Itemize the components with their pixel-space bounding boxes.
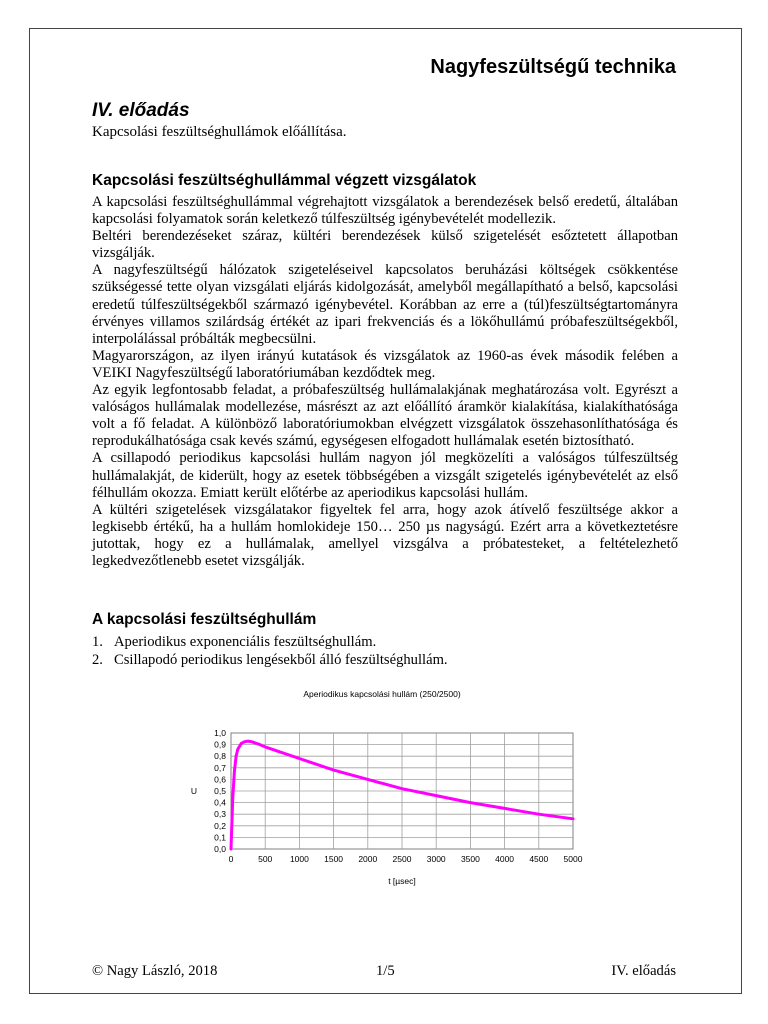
list-item <box>92 651 678 669</box>
list-item-number: 2. <box>92 652 103 668</box>
x-tick-label: 3500 <box>460 854 480 864</box>
section1-body <box>92 194 678 570</box>
list-item-text: Csillapodó periodikus lengésekből álló feszültséghullám. <box>114 652 448 668</box>
page-header-title: Nagyfeszültségű technika <box>430 56 676 78</box>
x-tick-label: 0 <box>228 854 234 864</box>
y-tick-label: 0,2 <box>214 820 226 831</box>
waveform-chart <box>180 684 600 894</box>
x-tick-label: 2500 <box>392 854 412 864</box>
footer-lecture: IV. előadás <box>611 963 676 979</box>
paragraph: Az egyik legfontosabb feladat, a próbafeszültség hullámalakjának meghatározása volt. Egyrészt a valóságos hullámalak modellezése, másrészt az azt előállító áramkör kialakítása, kialakíthatósága volt a fő feladat. A különböző laboratóriumokban elvégzett vizsgálatok összehasonlíthatósága és reprodukálhatósága csak kevés számú, egységesen elfogadott hullámalak esetén biztosítható. <box>92 382 678 450</box>
y-tick-label: 0,3 <box>214 809 226 820</box>
y-axis-label: U <box>190 786 198 796</box>
x-tick-label: 2000 <box>358 854 378 864</box>
x-tick-label: 4000 <box>495 854 515 864</box>
x-tick-label: 1500 <box>324 854 344 864</box>
paragraph: A csillapodó periodikus kapcsolási hullám nagyon jól megközelíti a valóságos túlfeszültség hullámalakját, de kiderült, hogy az esetek többségében a vizsgált szigetelés igénybevételét az első félhullám okozza. Emiatt került előtérbe az aperiodikus kapcsolási hullám. <box>92 450 678 501</box>
y-tick-label: 0,0 <box>214 844 226 854</box>
x-tick-label: 1000 <box>289 854 309 864</box>
chart-title: Aperiodikus kapcsolási hullám (250/2500) <box>303 689 461 699</box>
x-axis-label: t [µsec] <box>388 876 416 886</box>
y-tick-label: 0,9 <box>214 739 226 750</box>
paragraph: Beltéri berendezéseket száraz, kültéri berendezések külső szigetelését esőztetett állapotban vizsgálják. <box>92 228 678 262</box>
y-tick-label: 0,8 <box>214 751 226 762</box>
y-tick-label: 0,1 <box>214 832 226 843</box>
x-tick-label: 3000 <box>426 854 446 864</box>
paragraph: A nagyfeszültségű hálózatok szigeteléseivel kapcsolatos beruházási költségek csökkentése szükségessé tette olyan vizsgálati eljárás kidolgozását, amelyből megállapítható a belső, kapcsolási eredetű túlfeszültségekből származó igénybevétel. Korábban az erre a (túl)feszültségtartományra érvényes villamos szilárdság értékét az ipari frekvenciás és a lökőhullámú próbafeszültségekből, interpolálással próbálták megbecsülni. <box>92 262 678 347</box>
list-item-number: 1. <box>92 634 103 650</box>
paragraph: A kapcsolási feszültséghullámmal végrehajtott vizsgálatok a berendezések belső eredetű, általában kapcsolási folyamatok során keletkező túlfeszültség igénybevételét modellezik. <box>92 194 678 228</box>
list-item <box>92 633 678 651</box>
x-tick-label: 4500 <box>529 854 549 864</box>
y-tick-label: 0,6 <box>214 774 226 785</box>
section1-heading: Kapcsolási feszültséghullámmal végzett vizsgálatok <box>92 172 477 189</box>
x-tick-label: 5000 <box>563 854 583 864</box>
y-tick-label: 0,7 <box>214 762 226 773</box>
lecture-subtitle: Kapcsolási feszültséghullámok előállítása. <box>92 124 347 140</box>
section2-heading: A kapcsolási feszültséghullám <box>92 611 317 628</box>
footer-page-number: 1/5 <box>376 963 395 979</box>
paragraph: A kültéri szigetelések vizsgálatakor figyeltek fel arra, hogy azok átívelő feszültsége akkor a legkisebb értékű, ha a hullám homlokideje 150… 250 µs nagyságú. Ezért arra a következtetésre jutottak, hogy ez a hullámalak, amellyel vizsgálva a próbatesteket, a feltételezhető legkedvezőtlenebb esetet vizsgálják. <box>92 501 678 569</box>
waveform-list <box>92 633 678 669</box>
y-tick-label: 0,5 <box>214 786 226 796</box>
x-tick-label: 500 <box>258 854 273 864</box>
y-tick-label: 1,0 <box>214 728 226 738</box>
paragraph: Magyarországon, az ilyen irányú kutatások és vizsgálatok az 1960-as évek második felében a VEIKI Nagyfeszültségű laboratóriumában kezdődtek meg. <box>92 347 678 381</box>
lecture-title: IV. előadás <box>92 100 190 121</box>
footer-copyright: © Nagy László, 2018 <box>92 963 218 979</box>
list-item-text: Aperiodikus exponenciális feszültséghullám. <box>114 634 377 650</box>
y-tick-label: 0,4 <box>214 797 226 808</box>
